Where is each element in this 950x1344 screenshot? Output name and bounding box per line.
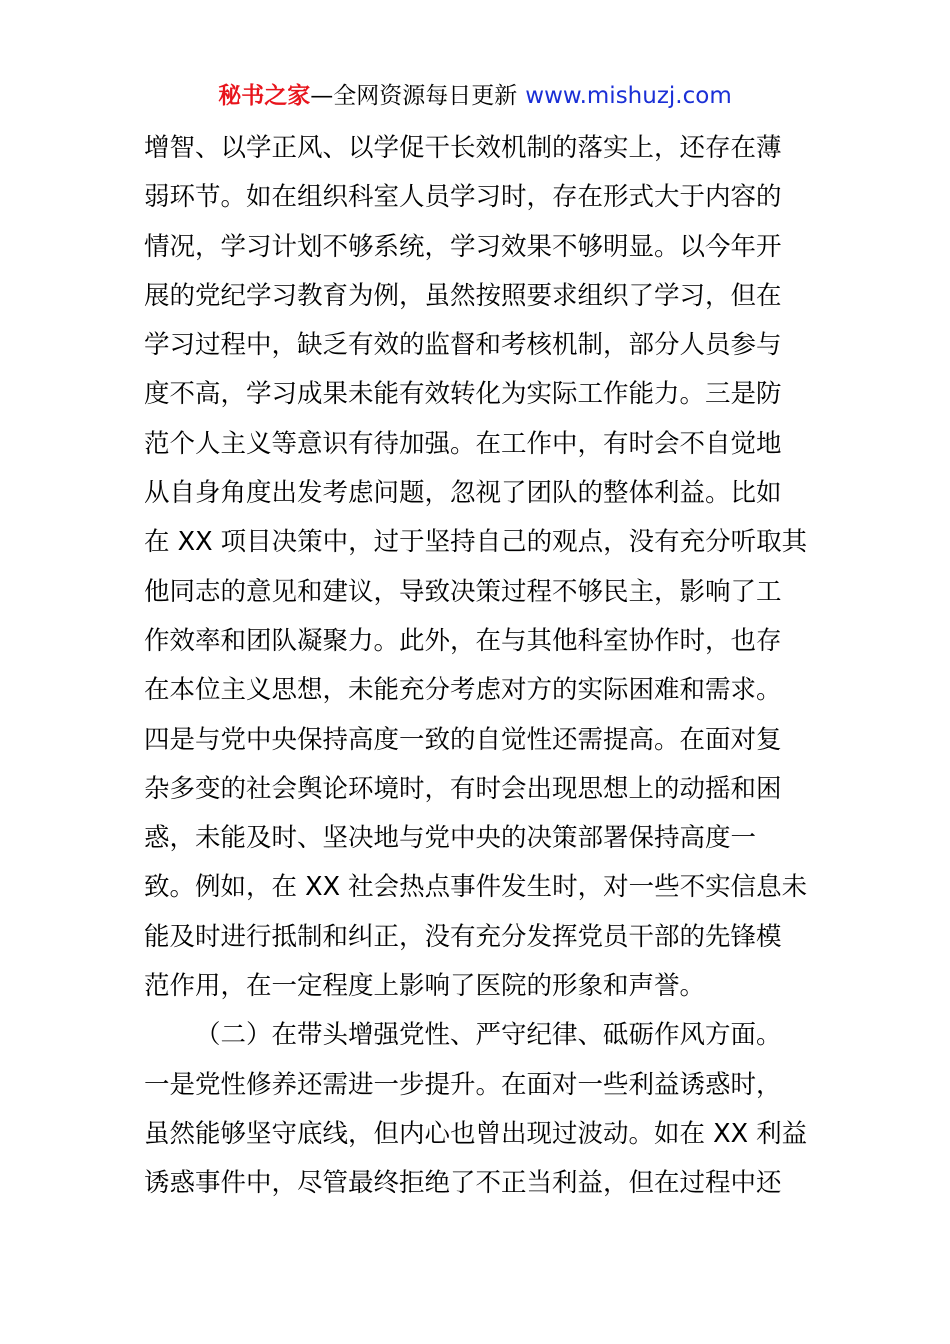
site-brand: 秘书之家	[218, 83, 311, 109]
text-line: 弱环节。如在组织科室人员学习时，存在形式大于内容的	[144, 182, 782, 213]
site-url-link[interactable]: www.mishuzj.com	[525, 83, 732, 109]
site-slogan: —全网资源每日更新	[310, 83, 518, 109]
text-line: 情况，学习计划不够系统，学习效果不够明显。以今年开	[144, 231, 782, 262]
text-line: 范作用，在一定程度上影响了医院的形象和声誉。	[144, 971, 706, 1002]
text-line: 一是党性修养还需进一步提升。在面对一些利益诱惑时，	[144, 1069, 782, 1100]
text-line: 学习过程中，缺乏有效的监督和考核机制，部分人员参与	[144, 330, 782, 361]
text-line: 惑，未能及时、坚决地与党中央的决策部署保持高度一	[144, 823, 757, 854]
text-line: 在 XX 项目决策中，过于坚持自己的观点，没有充分听取其	[144, 527, 808, 558]
text-line: 能及时进行抵制和纠正，没有充分发挥党员干部的先锋模	[144, 921, 782, 952]
text-line: 在本位主义思想，未能充分考虑对方的实际困难和需求。	[144, 675, 782, 706]
text-line: 增智、以学正风、以学促干长效机制的落实上，还存在薄	[144, 133, 782, 163]
document-body	[144, 124, 809, 1209]
section-heading: （二）在带头增强党性、严守纪律、砥砺作风方面。	[195, 1020, 782, 1051]
text-line: 杂多变的社会舆论环境时，有时会出现思想上的动摇和困	[144, 773, 782, 804]
text-line: 范个人主义等意识有待加强。在工作中，有时会不自觉地	[144, 428, 782, 459]
text-line: 四是与党中央保持高度一致的自觉性还需提高。在面对复	[144, 724, 782, 755]
site-header	[0, 80, 950, 112]
text-line: 从自身角度出发考虑问题，忽视了团队的整体利益。比如	[144, 478, 782, 509]
text-line: 度不高，学习成果未能有效转化为实际工作能力。三是防	[144, 379, 782, 410]
text-line: 诱惑事件中，尽管最终拒绝了不正当利益，但在过程中还	[144, 1168, 782, 1199]
text-line: 他同志的意见和建议，导致决策过程不够民主，影响了工	[144, 576, 782, 607]
text-line: 展的党纪学习教育为例，虽然按照要求组织了学习，但在	[144, 280, 782, 311]
text-line: 致。例如，在 XX 社会热点事件发生时，对一些不实信息未	[144, 872, 808, 903]
text-line: 作效率和团队凝聚力。此外，在与其他科室协作时，也存	[144, 625, 782, 656]
text-line: 虽然能够坚守底线，但内心也曾出现过波动。如在 XX 利益	[144, 1118, 808, 1149]
